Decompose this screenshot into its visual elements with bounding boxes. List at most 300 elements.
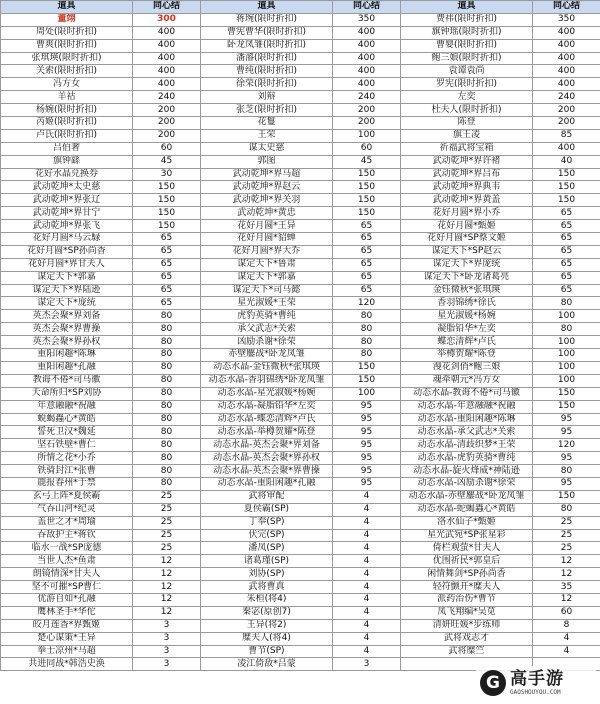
value-cell: 65 (333, 258, 401, 271)
value-cell: 65 (133, 258, 201, 271)
item-cell: 旗王凌 (401, 129, 533, 142)
item-cell: 王荣 (201, 129, 333, 142)
item-cell: 左奕 (401, 91, 533, 104)
value-cell: 95 (333, 465, 401, 478)
table-row (1, 245, 600, 258)
item-cell: 武动乾坤*界赵云 (201, 181, 333, 194)
item-cell: 天命所归*SP刘协 (1, 387, 133, 400)
value-cell: 4 (333, 568, 401, 581)
value-cell: 65 (533, 233, 600, 246)
value-cell: 100 (533, 310, 600, 323)
value-cell: 95 (533, 413, 600, 426)
value-cell: 65 (333, 284, 401, 297)
item-cell: 星光淑媛*杨婉 (401, 310, 533, 323)
item-cell: 楚心谋策*王异 (1, 632, 133, 645)
value-cell: 65 (133, 284, 201, 297)
value-cell: 80 (133, 477, 201, 490)
value-cell: 80 (133, 465, 201, 478)
value-cell: 65 (333, 220, 401, 233)
item-cell: 动态水晶-凝脂铅华*左奕 (201, 400, 333, 413)
value-cell: 65 (133, 233, 201, 246)
value-cell: 200 (333, 117, 401, 130)
table-row (1, 645, 600, 658)
item-cell: 旗钟繇 (1, 155, 133, 168)
table-row (1, 336, 600, 349)
value-cell: 100 (333, 387, 401, 400)
item-cell: 武将审配 (201, 490, 333, 503)
brand-name: 高手游 (510, 668, 564, 689)
value-cell: 200 (133, 104, 201, 117)
table-row (1, 271, 600, 284)
table-row (1, 374, 600, 387)
item-cell: 铁骑封江*张曹 (1, 465, 133, 478)
value-cell: 80 (533, 503, 600, 516)
value-cell: 60 (333, 142, 401, 155)
item-cell: 谋定天下*界庞统 (401, 258, 533, 271)
item-cell: 所情之花*小乔 (1, 452, 133, 465)
value-cell: 80 (133, 323, 201, 336)
item-cell: 曹节(SP) (201, 645, 333, 658)
value-cell: 400 (533, 78, 600, 91)
item-cell: 动态水晶-蛇蝎蟲心*黄皓 (401, 503, 533, 516)
value-cell: 25 (133, 516, 201, 529)
item-cell: 动态水晶-重阳闲趣*陈琳 (401, 413, 533, 426)
value-cell: 65 (533, 284, 600, 297)
table-row (1, 194, 600, 207)
value-cell: 150 (133, 207, 201, 220)
table-row (1, 516, 600, 529)
value-cell: 80 (133, 374, 201, 387)
table-row (1, 52, 600, 65)
table-row (1, 142, 600, 155)
table-row (1, 568, 600, 581)
header-value-col-1: 同心结 (133, 1, 201, 14)
value-cell: 150 (533, 400, 600, 413)
value-cell: 4 (333, 619, 401, 632)
brand-logo-icon: G (480, 670, 506, 696)
item-cell: 鹰林圣手*华佗 (1, 606, 133, 619)
item-cell: 秦宓(原创7) (201, 606, 333, 619)
value-cell: 4 (333, 503, 401, 516)
value-cell: 150 (533, 387, 600, 400)
item-cell: 优围祈民*郭皇后 (401, 555, 533, 568)
item-cell: 蜕蝎蟲心*黄皓 (1, 413, 133, 426)
table-row (1, 323, 600, 336)
item-cell: 教诲不倦*司马徽 (1, 374, 133, 387)
value-cell: 45 (133, 155, 201, 168)
value-cell: 80 (133, 426, 201, 439)
item-cell: 谋定天下*郭嘉 (1, 271, 133, 284)
item-cell: 武动乾坤*界张辽 (1, 194, 133, 207)
value-cell: 8 (533, 619, 600, 632)
item-cell: 卢氏(限时折扣) (1, 129, 133, 142)
item-cell: 凝脂铅华*左奕 (401, 323, 533, 336)
value-cell: 80 (133, 336, 201, 349)
item-cell: 羊祜 (1, 91, 133, 104)
table-row (1, 181, 600, 194)
value-cell: 65 (533, 245, 600, 258)
item-cell: 武动乾坤*界甘宁 (1, 207, 133, 220)
watermark (476, 666, 596, 700)
table-row (1, 632, 600, 645)
value-cell: 150 (333, 361, 401, 374)
value-cell: 65 (133, 271, 201, 284)
value-cell: 60 (133, 142, 201, 155)
item-cell: 动态水晶-英杰会聚*界孙权 (201, 452, 333, 465)
item-cell: 祈福武将宝箱 (401, 142, 533, 155)
item-cell: 英杰会聚*界曹操 (1, 323, 133, 336)
value-cell: 80 (133, 439, 201, 452)
item-cell: 洛水仙子*甄姬 (401, 516, 533, 529)
table-row (1, 361, 600, 374)
value-cell: 95 (533, 426, 600, 439)
value-cell: 240 (333, 91, 401, 104)
item-cell: 动态水晶-蝶恋清辉*卢氏 (201, 413, 333, 426)
table-row (1, 117, 600, 130)
table-row (1, 39, 600, 52)
item-cell: 武动乾坤*界典韦 (401, 181, 533, 194)
item-cell: 动态水晶-重阳闲趣*孔融 (201, 477, 333, 490)
item-cell: 费祎(限时折扣) (401, 13, 533, 26)
value-cell: 4 (333, 542, 401, 555)
value-cell: 120 (333, 297, 401, 310)
value-cell: 40 (533, 155, 600, 168)
value-cell: 4 (333, 632, 401, 645)
value-cell: 400 (333, 65, 401, 78)
value-cell: 80 (533, 465, 600, 478)
item-cell: 动态水晶-清歧织梦*王荣 (401, 439, 533, 452)
value-cell: 65 (333, 233, 401, 246)
value-cell: 65 (533, 258, 600, 271)
table-row (1, 258, 600, 271)
item-cell: 吕伯奢 (1, 142, 133, 155)
value-cell: 4 (333, 606, 401, 619)
item-cell: 举樽贺耀*陈登 (401, 349, 533, 362)
item-cell: 动态水晶-英杰会聚*界刘备 (201, 439, 333, 452)
item-cell: 糜夫人(将4) (201, 632, 333, 645)
item-cell: 动态水晶-教诲不倦*司马徽 (401, 387, 533, 400)
item-cell: 动态水晶-举樽贺耀*陈登 (201, 426, 333, 439)
table-row (1, 593, 600, 606)
value-cell: 400 (533, 65, 600, 78)
item-cell: 坚石铁壁*曹仁 (1, 439, 133, 452)
item-cell: 陈登 (401, 117, 533, 130)
item-cell: 年意融融*祝融 (1, 400, 133, 413)
item-cell: 动态水晶-旋火烽威*神陆逊 (401, 465, 533, 478)
item-cell: 武动乾坤*界许褚 (401, 155, 533, 168)
table-row (1, 207, 600, 220)
table-row (1, 503, 600, 516)
value-cell: 65 (133, 297, 201, 310)
value-cell: 80 (133, 400, 201, 413)
value-cell: 25 (133, 542, 201, 555)
item-cell: 动态水晶-英杰会聚*界曹操 (201, 465, 333, 478)
item-cell: 丁奉(SP) (201, 516, 333, 529)
item-cell: 武动乾坤*界吕布 (401, 168, 533, 181)
item-cell: 朗镜情深*甘夫人 (1, 568, 133, 581)
value-cell: 150 (333, 194, 401, 207)
item-cell: 临水一战*SP庞德 (1, 542, 133, 555)
value-cell: 150 (333, 181, 401, 194)
item-cell: 张芝(限时折扣) (201, 104, 333, 117)
value-cell: 4 (333, 555, 401, 568)
value-cell: 240 (133, 91, 201, 104)
value-cell: 80 (533, 323, 600, 336)
table-row (1, 439, 600, 452)
value-cell: 200 (533, 117, 600, 130)
item-cell: 吞敌护主*蒋钦 (1, 529, 133, 542)
table-row (1, 220, 600, 233)
header-item-col-2: 道具 (201, 1, 333, 14)
item-cell: 优游自如*孔融 (1, 593, 133, 606)
item-cell: 当世人杰*鱼肃 (1, 555, 133, 568)
value-cell: 95 (333, 477, 401, 490)
value-cell: 80 (333, 336, 401, 349)
value-cell: 3 (133, 658, 201, 671)
item-cell: 花好月圆*貂蝉 (201, 233, 333, 246)
value-cell: 25 (133, 490, 201, 503)
value-cell: 350 (333, 13, 401, 26)
value-cell: 3 (133, 645, 201, 658)
table-row (1, 129, 600, 142)
item-cell: 凌江倚敌*吕蒙 (201, 658, 333, 671)
table-row (1, 26, 600, 39)
item-cell: 武动乾坤*界张飞 (1, 220, 133, 233)
value-cell: 400 (133, 52, 201, 65)
item-cell: 魂牵朝元*冯方女 (401, 374, 533, 387)
item-cell: 动态水晶-赤壁鏖战*卧龙凤雏 (401, 490, 533, 503)
item-cell: 轻符颤开*糜夫人 (401, 581, 533, 594)
value-cell: 400 (333, 26, 401, 39)
value-cell: 150 (533, 490, 600, 503)
value-cell: 400 (533, 26, 600, 39)
value-cell: 12 (133, 581, 201, 594)
item-cell: 曹爽(限时折扣) (1, 39, 133, 52)
table-row (1, 104, 600, 117)
header-item-col-1: 道具 (1, 1, 133, 14)
value-cell: 60 (533, 606, 600, 619)
item-cell: 潘凤(SP) (201, 542, 333, 555)
value-cell: 400 (133, 78, 201, 91)
item-cell: 谋定天下*卧龙诸葛亮 (401, 271, 533, 284)
value-cell: 12 (133, 568, 201, 581)
item-cell: 花好水晶兑换券 (1, 168, 133, 181)
table-row (1, 465, 600, 478)
item-cell: 拳士凉州*马超 (1, 645, 133, 658)
item-cell: 倚栏观萤*甘夫人 (401, 542, 533, 555)
item-cell: 关索(限时折扣) (1, 65, 133, 78)
item-cell: 谋太史慈 (201, 142, 333, 155)
item-cell: 谋定天下*SP赵云 (401, 245, 533, 258)
item-cell: 誓死卫汉*魏延 (1, 426, 133, 439)
value-cell: 400 (133, 65, 201, 78)
value-cell: 12 (533, 568, 600, 581)
item-cell: 鲍三娘(限时折扣) (401, 52, 533, 65)
item-cell: 冯方女 (1, 78, 133, 91)
item-cell: 卧龙凤雏(限时折扣) (201, 39, 333, 52)
table-row (1, 233, 600, 246)
item-cell: 花好月圆*界小乔 (401, 207, 533, 220)
value-cell: 65 (533, 207, 600, 220)
value-cell: 25 (533, 529, 600, 542)
value-cell: 3 (133, 619, 201, 632)
item-cell: 动态水晶-年意融融*祝融 (401, 400, 533, 413)
item-cell: 花鬘 (201, 117, 333, 130)
table-row (1, 65, 600, 78)
table-header-row (1, 1, 600, 14)
item-cell: 杨婉(限时折扣) (1, 104, 133, 117)
value-cell: 4 (333, 581, 401, 594)
item-cell: 郭图 (201, 155, 333, 168)
value-cell: 95 (533, 477, 600, 490)
item-cell: 袁谭袁尚 (401, 65, 533, 78)
item-cell: 动态水晶-虎豹英骑*曹纯 (401, 452, 533, 465)
item-cell: 谋定天下*庞统 (1, 297, 133, 310)
item-cell: 花好月圆*甄姬 (401, 220, 533, 233)
value-cell: 400 (133, 39, 201, 52)
table-row (1, 168, 600, 181)
item-cell: 派药治伤*曹节 (401, 593, 533, 606)
table-row (1, 349, 600, 362)
value-cell: 100 (333, 129, 401, 142)
item-cell: 花好月圆*SP蔡文姬 (401, 233, 533, 246)
item-cell: 武将曹真 (201, 581, 333, 594)
value-cell: 80 (133, 310, 201, 323)
value-cell: 80 (133, 361, 201, 374)
table-row (1, 297, 600, 310)
value-cell: 30 (133, 168, 201, 181)
item-cell: 谋定天下*鲁肃 (201, 258, 333, 271)
value-cell: 12 (533, 555, 600, 568)
item-cell: 曹宪曹华(限时折扣) (201, 26, 333, 39)
value-cell: 150 (333, 207, 401, 220)
value-cell: 150 (133, 181, 201, 194)
table-row (1, 529, 600, 542)
item-cell: 花好月圆*马云騄 (1, 233, 133, 246)
value-cell: 4 (333, 529, 401, 542)
item-cell: 盖世之才*周瑜 (1, 516, 133, 529)
table-row (1, 284, 600, 297)
value-cell: 4 (333, 516, 401, 529)
value-cell: 150 (333, 374, 401, 387)
value-cell: 150 (533, 168, 600, 181)
item-cell: 谋定天下*司马懿 (201, 284, 333, 297)
value-cell: 150 (333, 168, 401, 181)
value-cell: 12 (133, 606, 201, 619)
item-cell: 赤壁鏖战*卧龙凤雏 (201, 349, 333, 362)
item-cell: 朱桓(将4) (201, 593, 333, 606)
item-cell: 花好月圆*王异 (201, 220, 333, 233)
item-cell: 罗宪(限时折扣) (401, 78, 533, 91)
table-row (1, 78, 600, 91)
value-cell: 80 (133, 387, 201, 400)
value-cell: 80 (333, 349, 401, 362)
item-cell: 金钰微秋*张琪瑛 (401, 284, 533, 297)
item-cell: 诸葛瑾(SP) (201, 555, 333, 568)
table-row (1, 477, 600, 490)
item-cell: 谋定天下*郭嘉 (201, 271, 333, 284)
value-cell: 80 (133, 413, 201, 426)
item-cell: 清妍旺媛*步练师 (401, 619, 533, 632)
value-cell: 45 (333, 155, 401, 168)
value-cell: 150 (133, 194, 201, 207)
value-cell: 65 (333, 271, 401, 284)
value-cell: 150 (133, 220, 201, 233)
header-value-col-3: 同心结 (533, 1, 600, 14)
value-cell: 65 (333, 245, 401, 258)
item-cell: 蝶恋清辉*卢氏 (401, 336, 533, 349)
table-row (1, 619, 600, 632)
item-cell: 徐荣(限时折扣) (201, 78, 333, 91)
item-cell: 蒋琬(限时折扣) (201, 13, 333, 26)
value-cell: 25 (533, 516, 600, 529)
value-cell: 65 (133, 245, 201, 258)
value-cell: 400 (333, 78, 401, 91)
item-cell: 芮姬(限时折扣) (1, 117, 133, 130)
table-row (1, 413, 600, 426)
item-cell: 旗钟瑶(限时折扣) (401, 26, 533, 39)
value-cell: 100 (533, 361, 600, 374)
value-cell: 200 (533, 104, 600, 117)
value-cell: 100 (533, 374, 600, 387)
value-cell: 400 (133, 26, 201, 39)
item-cell: 漫花剑俏*鲍三娘 (401, 361, 533, 374)
item-cell: 武动乾坤*界黄盖 (401, 194, 533, 207)
value-cell: 80 (133, 452, 201, 465)
item-cell: 武动乾坤*界马超 (201, 168, 333, 181)
value-cell: 4 (333, 645, 401, 658)
item-cell: 皎月莲香*界甄姬 (1, 619, 133, 632)
item-cell: 鹿报春州*于禁 (1, 477, 133, 490)
table-row (1, 400, 600, 413)
item-cell: 武将糜竺 (401, 645, 533, 658)
header-value-col-2: 同心结 (333, 1, 401, 14)
item-cell: 动态水晶-凶励杀谢*徐荣 (401, 477, 533, 490)
item-cell: 凤飞翔编*吴苋 (401, 606, 533, 619)
item-cell: 曹婴(限时折扣) (401, 39, 533, 52)
item-cell: 武动乾坤*太史慈 (1, 181, 133, 194)
value-cell: 400 (333, 39, 401, 52)
item-cell: 玄弓上阵*夏侯霸 (1, 490, 133, 503)
value-cell: 95 (333, 400, 401, 413)
item-cell: 张琪瑛(限时折扣) (1, 52, 133, 65)
item-cell: 重阳闲趣*陈琳 (1, 349, 133, 362)
table-row (1, 13, 600, 26)
table-row (1, 606, 600, 619)
item-cell: 英杰会聚*界孙权 (1, 336, 133, 349)
item-cell: 刘辩 (201, 91, 333, 104)
item-cell: 星光武宛*SP张星彩 (401, 529, 533, 542)
value-cell: 95 (333, 426, 401, 439)
item-cell: 曹纯(限时折扣) (201, 65, 333, 78)
value-cell: 100 (533, 349, 600, 362)
item-cell: 坚不可摧*SP曹仁 (1, 581, 133, 594)
table-row (1, 310, 600, 323)
value-cell: 150 (533, 194, 600, 207)
value-cell: 12 (133, 555, 201, 568)
item-cell: 星光淑媛*王荣 (201, 297, 333, 310)
item-cell: 花好月圆*界甘夫人 (1, 258, 133, 271)
value-cell: 65 (533, 220, 600, 233)
item-cell: 花好月圆*SP孙尚香 (1, 245, 133, 258)
value-cell: 25 (133, 503, 201, 516)
table-row (1, 542, 600, 555)
value-cell: 25 (533, 542, 600, 555)
item-cell: 气吞山河*纪灵 (1, 503, 133, 516)
item-cell: 凶励杀谢*徐荣 (201, 336, 333, 349)
value-cell: 240 (533, 91, 600, 104)
item-cell: 武动乾坤*界关羽 (201, 194, 333, 207)
